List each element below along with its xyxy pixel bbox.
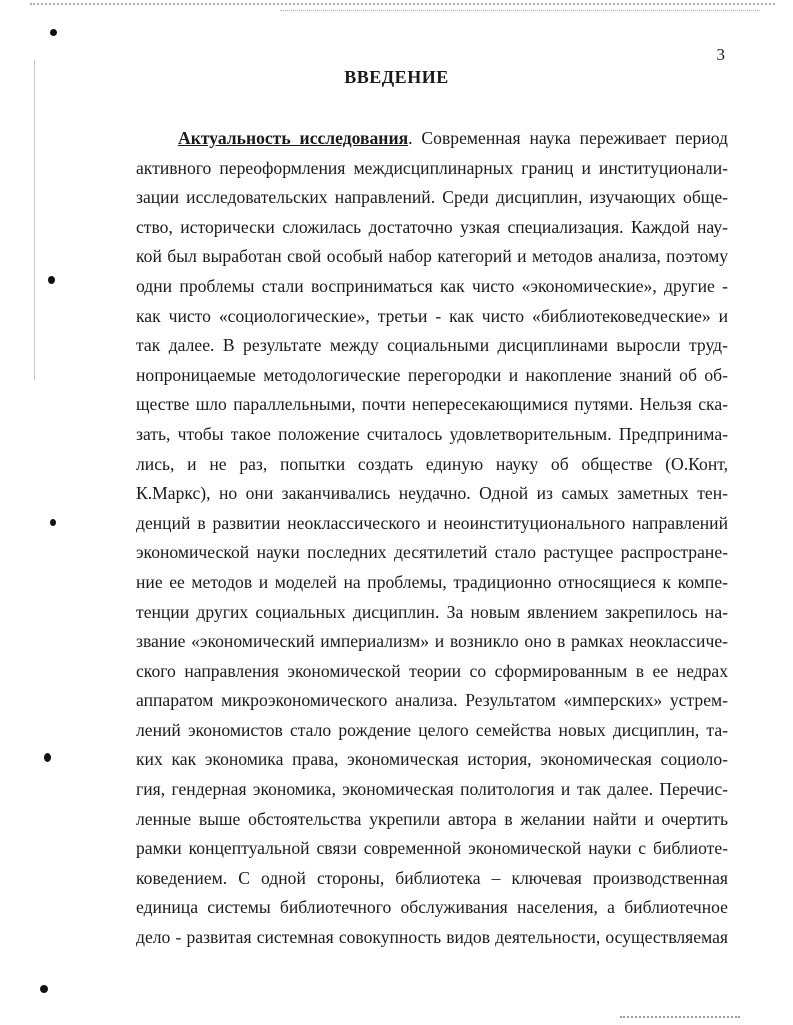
paragraph-line: экономической науки последних десятилетий стало растущее распростране- xyxy=(136,542,728,563)
paragraph-line: ского направления экономической теории со сформированным в ее недрах xyxy=(136,660,728,681)
paragraph-line: ние ее методов и моделей на проблемы, традиционно относящиеся к компе- xyxy=(136,571,728,592)
paragraph-line: рамки концептуальной связи современной экономической науки с библиоте- xyxy=(136,838,728,859)
paragraph-line: ких как экономика права, экономическая история, экономическая социоло- xyxy=(136,749,728,770)
paragraph-line: одни проблемы стали восприниматься как чисто «экономические», другие - xyxy=(136,275,728,296)
binder-hole-mark xyxy=(44,753,51,762)
paragraph-line: К.Маркс), но они заканчивались неудачно. Одной из самых заметных тен- xyxy=(136,483,728,504)
paragraph-line: зать, чтобы такое положение считалось удовлетворительным. Предпринима- xyxy=(136,423,728,444)
paragraph-line: тенции других социальных дисциплин. За новым явлением закрепилось на- xyxy=(136,601,728,622)
binder-hole-mark xyxy=(40,985,48,993)
paragraph-line: ленные выше обстоятельства укрепили автора в желании найти и очертить xyxy=(136,808,728,829)
paragraph-first-line xyxy=(136,124,728,154)
scan-edge-left xyxy=(34,60,35,380)
paragraph-line: зации исследовательских направлений. Среди дисциплин, изучающих обще- xyxy=(136,187,728,208)
scan-edge-top xyxy=(30,3,775,8)
paragraph-line: лений экономистов стало рождение целого семейства новых дисциплин, та- xyxy=(136,719,728,740)
paragraph-line: ство, исторически сложилась достаточно узкая специализация. Каждой нау- xyxy=(136,216,728,237)
paragraph-line: денций в развитии неоклассического и неоинституционального направлений xyxy=(136,512,728,533)
binder-hole-mark xyxy=(50,29,57,36)
first-line-text: . Современная наука переживает период xyxy=(408,128,728,148)
paragraph-line: нопроницаемые методологические перегородки и накопление знаний об об- xyxy=(136,364,728,385)
paragraph-line: звание «экономический империализм» и возникло оно в рамках неоклассиче- xyxy=(136,631,728,652)
paragraph-line: активного переоформления междисциплинарных границ и институционали- xyxy=(136,157,728,178)
paragraph-line: так далее. В результате между социальными дисциплинами выросли труд- xyxy=(136,335,728,356)
paragraph-line: ществе шло параллельными, почти непересекающимися путями. Нельзя ска- xyxy=(136,394,728,415)
paragraph-line: коведением. С одной стороны, библиотека – ключевая производственная xyxy=(136,867,728,888)
paragraph-line: единица системы библиотечного обслуживания населения, а библиотечное xyxy=(136,897,728,918)
paragraph-line: кой был выработан свой особый набор категорий и методов анализа, поэтому xyxy=(136,246,728,267)
section-lead-heading: Актуальность исследования xyxy=(178,128,409,148)
body-paragraph xyxy=(136,124,728,953)
paragraph-line: дело - развитая системная совокупность видов деятельности, осуществляемая xyxy=(136,927,728,948)
paragraph-line: как чисто «социологические», третьи - как чисто «библиотековедческие» и xyxy=(136,305,728,326)
paragraph-line: лись, и не раз, попытки создать единую науку об обществе (О.Конт, xyxy=(136,453,728,474)
binder-hole-mark xyxy=(48,276,55,284)
paragraph-line: гия, гендерная экономика, экономическая политология и так далее. Перечис- xyxy=(136,779,728,800)
page-number: 3 xyxy=(716,45,725,64)
paragraph-line: аппаратом микроэкономического анализа. Результатом «имперских» устрем- xyxy=(136,690,728,711)
scan-edge-bottom xyxy=(620,1016,740,1018)
scan-edge-top-secondary xyxy=(280,10,760,12)
page-title: ВВЕДЕНИЕ xyxy=(344,67,449,87)
binder-hole-mark xyxy=(50,519,56,526)
